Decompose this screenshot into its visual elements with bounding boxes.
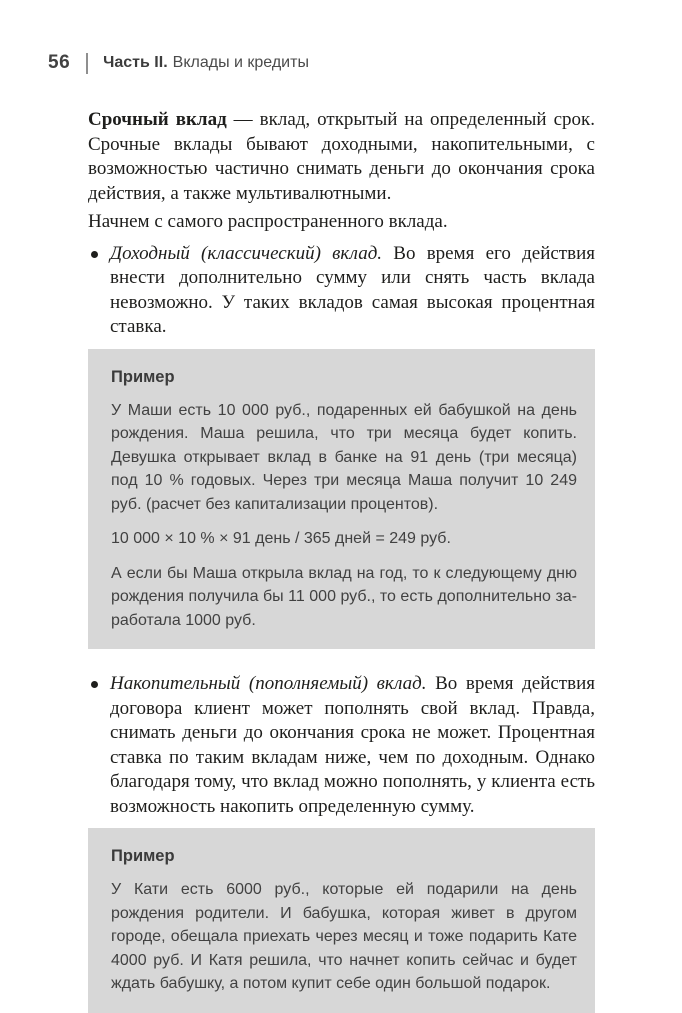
deposit-type-term: Доходный (классический) вклад. [110, 242, 383, 264]
term-lead: Срочный вклад [88, 109, 227, 130]
intro-text: — вклад, открытый на определенный срок. Срочные вклады бывают доходными, накопительными, с возможностью частично снимать деньги до окончания срока действия, а также мультивалютными. [88, 109, 595, 204]
page-number: 56 [48, 52, 71, 73]
lead-in-paragraph: Начнем с самого распространенного вклада. [88, 211, 448, 232]
deposit-type-term: Накопительный (пополняемый) вклад. [110, 673, 427, 694]
example-box-katya [88, 828, 595, 1013]
example-paragraph: А если бы Маша открыла вклад на год, то к следующему дню рождения получила бы 11 000 руб., то есть дополнительно заработала 1000 руб. [111, 564, 577, 629]
example-paragraph: У Маши есть 10 000 руб., подаренных ей бабушкой на день рождения. Маша решила, что три месяца будет копить. Девушка открывает вклад в банке на 91 день (три месяца) под 10 % годовых. Через три месяца Маша получит 10 249 руб. (расчет без капитализации процентов). [111, 401, 577, 513]
bullet-icon [91, 681, 98, 688]
header-divider [86, 53, 88, 74]
running-head [48, 52, 595, 74]
list-item-income-deposit [88, 242, 595, 340]
list-item-savings-deposit [88, 672, 595, 819]
intro-paragraph [88, 108, 595, 206]
example-title: Пример [111, 847, 175, 865]
chapter-title: Вклады и кредиты [172, 54, 309, 71]
example-box-masha [88, 349, 595, 650]
example-formula: 10 000 × 10 % × 91 день / 365 дней = 249 руб. [111, 530, 451, 547]
example-paragraph: У Кати есть 6000 руб., которые ей подарили на день рождения родители. И бабушка, которая живет в другом городе, обещала приехать через месяц и тоже подарить Кате 4000 руб. И Катя решила, что начнет копить сейчас и будет ждать бабушку, а потом купит себе один большой подарок. [111, 881, 577, 992]
list-item-text: Во время действия договора клиент может пополнять свой вклад. Правда, снимать деньги до окончания срока не может. Процентная ставка по таким вкладам ниже, чем по доходным. Однако благодаря тому, что вклад можно пополнять, у клиента есть возможность накопить определенную сумму. [110, 673, 595, 817]
example-title: Пример [111, 367, 175, 386]
bullet-icon [91, 251, 98, 258]
list-item-text: Во время его действия внести дополнительно сумму или снять часть вклада невозможно. У таких вкладов самая высокая процентная ставка. [110, 242, 595, 337]
part-label: Часть II. [103, 54, 168, 71]
